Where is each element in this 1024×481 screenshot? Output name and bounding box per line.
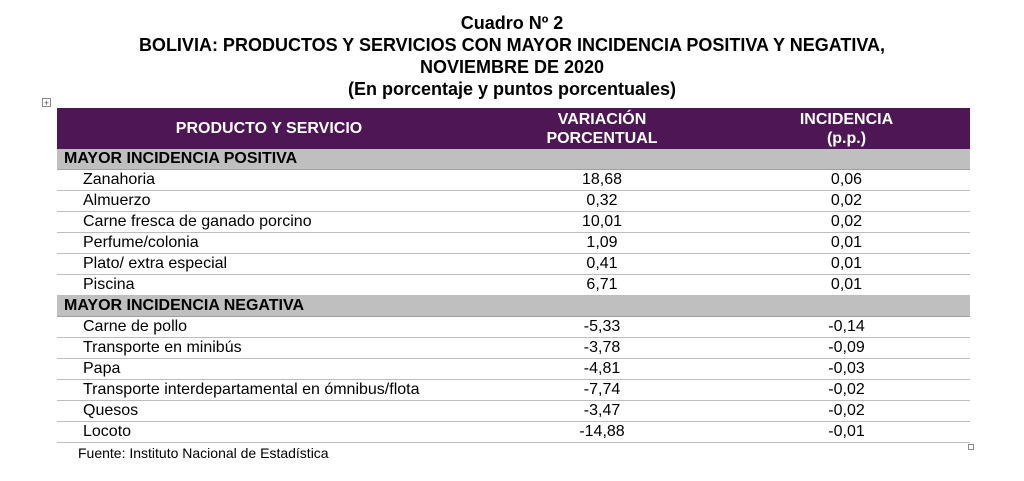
variation-value: 1,09 xyxy=(481,233,723,254)
table-resize-handle-icon[interactable] xyxy=(968,444,974,450)
product-name: Transporte interdepartamental en ómnibus/flota xyxy=(57,380,481,401)
product-name: Carne fresca de ganado porcino xyxy=(57,212,481,233)
incidence-value: 0,01 xyxy=(723,233,970,254)
incidence-value: 0,06 xyxy=(723,170,970,191)
variation-value: -14,88 xyxy=(481,422,723,443)
table-row xyxy=(57,359,970,380)
section-positive xyxy=(57,149,970,170)
header-incidence xyxy=(723,108,970,149)
table-row xyxy=(57,191,970,212)
header-variation-line2: PORCENTUAL xyxy=(546,129,658,147)
incidence-value: -0,02 xyxy=(723,380,970,401)
table-row xyxy=(57,422,970,443)
table-number: Cuadro Nº 2 xyxy=(460,13,564,33)
variation-value: -3,78 xyxy=(481,338,723,359)
incidence-value: -0,03 xyxy=(723,359,970,380)
table-subtitle: (En porcentaje y puntos porcentuales) xyxy=(347,79,677,99)
variation-value: 10,01 xyxy=(481,212,723,233)
product-name: Zanahoria xyxy=(57,170,481,191)
variation-value: -5,33 xyxy=(481,317,723,338)
header-incidence-line2: (p.p.) xyxy=(826,129,867,147)
table-title-date: NOVIEMBRE DE 2020 xyxy=(419,57,605,77)
data-table xyxy=(57,108,970,443)
product-name: Quesos xyxy=(57,401,481,422)
variation-value: 0,41 xyxy=(481,254,723,275)
source-note: Fuente: Instituto Nacional de Estadística xyxy=(78,445,329,461)
incidence-value: 0,01 xyxy=(723,275,970,296)
section-negative xyxy=(57,296,970,317)
product-name: Perfume/colonia xyxy=(57,233,481,254)
incidence-value: 0,02 xyxy=(723,191,970,212)
table-row xyxy=(57,170,970,191)
table-row xyxy=(57,254,970,275)
product-name: Papa xyxy=(57,359,481,380)
table-row xyxy=(57,233,970,254)
incidence-value: -0,09 xyxy=(723,338,970,359)
header-row xyxy=(57,108,970,149)
section-negative-label: MAYOR INCIDENCIA NEGATIVA xyxy=(57,296,970,317)
table-row xyxy=(57,212,970,233)
header-variation-line1: VARIACIÓN xyxy=(557,110,647,128)
header-variation xyxy=(481,108,723,149)
header-incidence-line1: INCIDENCIA xyxy=(799,110,894,128)
variation-value: -3,47 xyxy=(481,401,723,422)
table-row xyxy=(57,401,970,422)
variation-value: 0,32 xyxy=(481,191,723,212)
incidence-value: 0,02 xyxy=(723,212,970,233)
header-product: PRODUCTO Y SERVICIO xyxy=(57,108,481,149)
variation-value: 18,68 xyxy=(481,170,723,191)
variation-value: 6,71 xyxy=(481,275,723,296)
incidence-value: 0,01 xyxy=(723,254,970,275)
variation-value: -4,81 xyxy=(481,359,723,380)
product-name: Almuerzo xyxy=(57,191,481,212)
table-move-handle-icon[interactable]: + xyxy=(43,98,50,108)
product-name: Carne de pollo xyxy=(57,317,481,338)
table-row xyxy=(57,338,970,359)
product-name: Locoto xyxy=(57,422,481,443)
section-positive-label: MAYOR INCIDENCIA POSITIVA xyxy=(57,149,970,170)
table-row xyxy=(57,380,970,401)
variation-value: -7,74 xyxy=(481,380,723,401)
product-name: Piscina xyxy=(57,275,481,296)
table-row xyxy=(57,275,970,296)
table-row xyxy=(57,317,970,338)
incidence-value: -0,14 xyxy=(723,317,970,338)
table-title-block xyxy=(0,12,1024,100)
incidence-value: -0,01 xyxy=(723,422,970,443)
incidence-value: -0,02 xyxy=(723,401,970,422)
product-name: Transporte en minibús xyxy=(57,338,481,359)
table-title: BOLIVIA: PRODUCTOS Y SERVICIOS CON MAYOR INCIDENCIA POSITIVA Y NEGATIVA, xyxy=(138,35,886,55)
product-name: Plato/ extra especial xyxy=(57,254,481,275)
